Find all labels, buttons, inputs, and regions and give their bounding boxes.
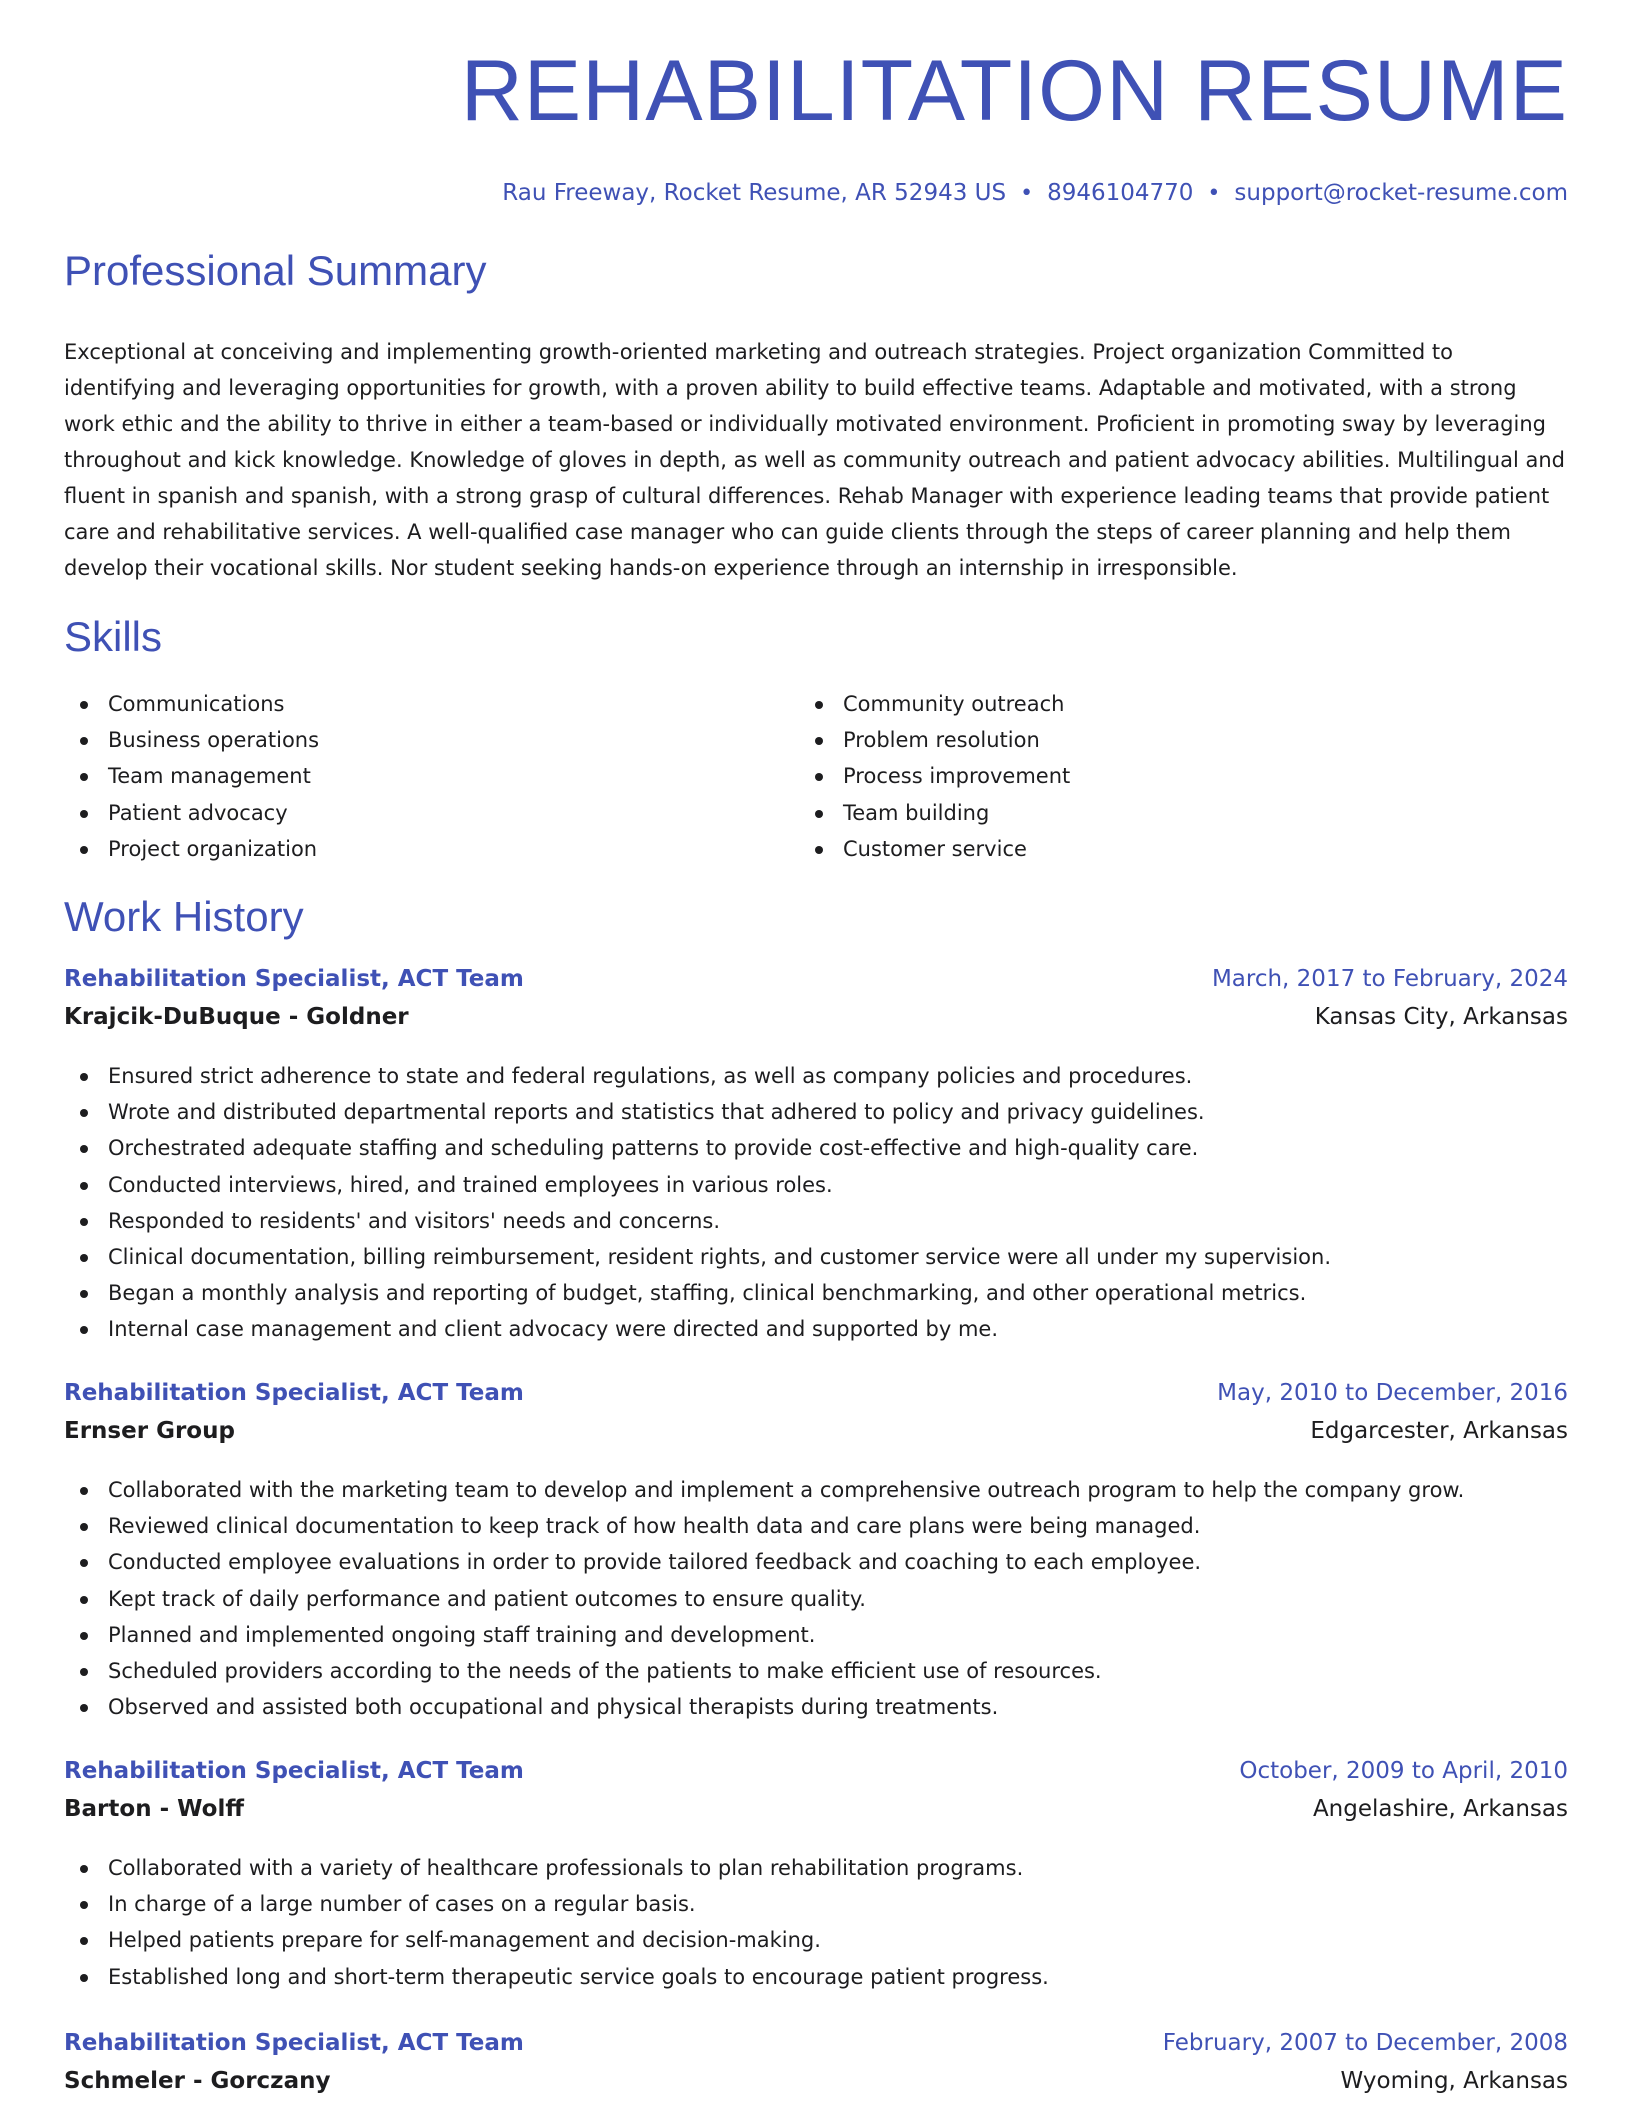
job-bullet: Scheduled providers according to the needs of the patients to make efficient use of resources. <box>64 1653 1568 1689</box>
job-bullet: Clinical documentation, billing reimbursement, resident rights, and customer service were all under my supervision. <box>64 1239 1568 1275</box>
section-heading-summary: Professional Summary <box>64 247 487 294</box>
skill-item: Project organization <box>64 831 319 867</box>
skill-item: Problem resolution <box>799 722 1070 758</box>
resume-title: REHABILITATION RESUME <box>460 43 1568 139</box>
job-bullet: Kept track of daily performance and patient outcomes to ensure quality. <box>64 1581 1568 1617</box>
skill-item: Business operations <box>64 722 319 758</box>
job-bullet: Reviewed clinical documentation to keep track of how health data and care plans were being managed. <box>64 1508 1568 1544</box>
section-heading-work-history: Work History <box>64 893 304 940</box>
job-bullet: Wrote and distributed departmental reports and statistics that adhered to policy and privacy guidelines. <box>64 1094 1568 1130</box>
job-bullet: Established long and short-term therapeutic service goals to encourage patient progress. <box>64 1959 1568 1995</box>
contact-email[interactable]: support@rocket-resume.com <box>1234 180 1568 206</box>
job-header-row <box>64 1758 1568 1796</box>
job-company-row <box>64 1004 1568 1042</box>
job-dates: October, 2009 to April, 2010 <box>1239 1758 1568 1784</box>
job-location: Edgarcester, Arkansas <box>1310 1418 1568 1444</box>
job-entry <box>64 1380 1568 1725</box>
contact-address: Rau Freeway, Rocket Resume, AR 52943 US <box>502 180 1007 206</box>
job-company: Schmeler - Gorczany <box>64 2068 331 2094</box>
job-bullet: Internal case management and client advocacy were directed and supported by me. <box>64 1311 1568 1347</box>
job-entry <box>64 1758 1568 1995</box>
job-bullet: Ensured strict adherence to state and federal regulations, as well as company policies and procedures. <box>64 1058 1568 1094</box>
job-bullets <box>64 1850 1568 1995</box>
contact-line <box>502 180 1568 206</box>
skills-list-right <box>799 686 1070 867</box>
job-dates: March, 2017 to February, 2024 <box>1211 966 1568 992</box>
job-title: Rehabilitation Specialist, ACT Team <box>64 1758 524 1784</box>
job-bullet: Responded to residents' and visitors' needs and concerns. <box>64 1203 1568 1239</box>
job-bullet: In charge of a large number of cases on a regular basis. <box>64 1886 1568 1922</box>
job-company: Barton - Wolff <box>64 1796 244 1822</box>
job-company: Krajcik-DuBuque - Goldner <box>64 1004 409 1030</box>
job-company-row <box>64 2068 1568 2106</box>
job-bullets <box>64 1058 1568 1348</box>
skill-item: Process improvement <box>799 758 1070 794</box>
skill-item: Patient advocacy <box>64 795 319 831</box>
summary-text: Exceptional at conceiving and implementing growth-oriented marketing and outreach strategies. Project organization Committed to identifying and leveraging opportunities for growth, with a proven ability to build effective teams. Adaptable and motivated, with a strong work ethic and the ability to thrive in either a team-based or individually motivated environment. Proficient in promoting sway by leveraging throughout and kick knowledge. Knowledge of gloves in depth, as well as community outreach and patient advocacy abilities. Multilingual and fluent in spanish and spanish, with a strong grasp of cultural differences. Rehab Manager with experience leading teams that provide patient care and rehabilitative services. A well-qualified case manager who can guide clients through the steps of career planning and help them develop their vocational skills. Nor student seeking hands-on experience through an internship in irresponsible. <box>64 340 1565 580</box>
job-title: Rehabilitation Specialist, ACT Team <box>64 1380 524 1406</box>
job-location: Wyoming, Arkansas <box>1340 2068 1568 2094</box>
skill-item: Team building <box>799 795 1070 831</box>
separator-dot: • <box>1020 181 1034 206</box>
job-title: Rehabilitation Specialist, ACT Team <box>64 2030 524 2056</box>
skills-list-left <box>64 686 319 867</box>
skill-item: Communications <box>64 686 319 722</box>
section-heading-skills: Skills <box>64 613 163 660</box>
skill-item: Customer service <box>799 831 1070 867</box>
job-bullet: Helped patients prepare for self-management and decision-making. <box>64 1922 1568 1958</box>
skill-item: Team management <box>64 758 319 794</box>
job-entry <box>64 2030 1568 2106</box>
job-bullet: Conducted employee evaluations in order to provide tailored feedback and coaching to each employee. <box>64 1544 1568 1580</box>
job-header-row <box>64 1380 1568 1418</box>
job-bullet: Planned and implemented ongoing staff training and development. <box>64 1617 1568 1653</box>
job-location: Angelashire, Arkansas <box>1312 1796 1568 1822</box>
job-header-row <box>64 966 1568 1004</box>
job-location: Kansas City, Arkansas <box>1314 1004 1568 1030</box>
job-bullet: Began a monthly analysis and reporting of budget, staffing, clinical benchmarking, and other operational metrics. <box>64 1275 1568 1311</box>
job-bullet: Orchestrated adequate staffing and scheduling patterns to provide cost-effective and high-quality care. <box>64 1130 1568 1166</box>
job-title: Rehabilitation Specialist, ACT Team <box>64 966 524 992</box>
job-header-row <box>64 2030 1568 2068</box>
separator-dot: • <box>1207 181 1221 206</box>
contact-phone: 8946104770 <box>1047 180 1194 206</box>
job-company-row <box>64 1796 1568 1834</box>
job-bullet: Collaborated with a variety of healthcare professionals to plan rehabilitation programs. <box>64 1850 1568 1886</box>
job-company: Ernser Group <box>64 1418 235 1444</box>
job-entry <box>64 966 1568 1348</box>
job-dates: May, 2010 to December, 2016 <box>1217 1380 1568 1406</box>
job-bullet: Conducted interviews, hired, and trained employees in various roles. <box>64 1167 1568 1203</box>
job-bullet: Observed and assisted both occupational and physical therapists during treatments. <box>64 1689 1568 1725</box>
job-bullet: Collaborated with the marketing team to develop and implement a comprehensive outreach program to help the company grow. <box>64 1472 1568 1508</box>
job-bullets <box>64 1472 1568 1725</box>
job-dates: February, 2007 to December, 2008 <box>1162 2030 1568 2056</box>
skill-item: Community outreach <box>799 686 1070 722</box>
job-company-row <box>64 1418 1568 1456</box>
